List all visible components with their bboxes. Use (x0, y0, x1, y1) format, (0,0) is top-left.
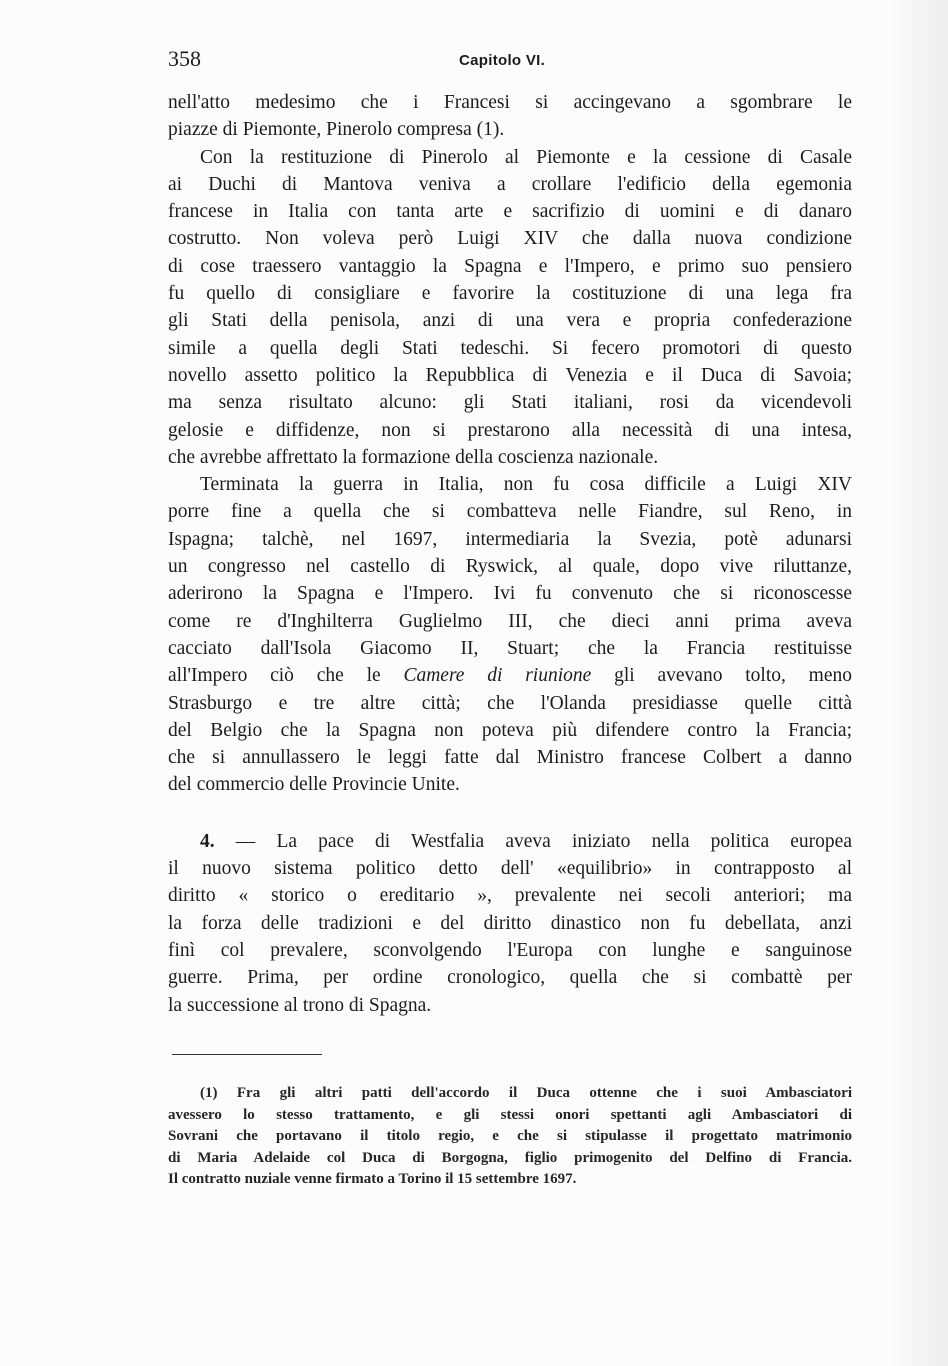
text-line: la successione al trono di Spagna. (168, 994, 432, 1016)
text-line: gli Stati della penisola, anzi di una vera e propria confederazione (168, 310, 852, 332)
text-line: piazze di Piemonte, Pinerolo compresa (1). (168, 119, 505, 141)
running-head: Capitolo VI. (459, 52, 546, 69)
text-line: simile a quella degli Stati tedeschi. Si fecero promotori di questo (168, 337, 852, 359)
footnote-line: di Maria Adelaide col Duca di Borgogna, figlio primogenito del Delfino di Francia. (168, 1149, 852, 1166)
text-line-with-italic (168, 662, 852, 689)
text-line: finì col prevalere, sconvolgendo l'Europa con lunghe e sanguinose (168, 939, 852, 961)
section-spacer (168, 799, 852, 828)
text-line: Con la restituzione di Pinerolo al Piemonte e la cessione di Casale (200, 146, 852, 168)
text-segment: — La pace di Westfalia aveva iniziato nella politica europea (214, 830, 852, 852)
text-line: francese in Italia con tanta arte e sacrifizio di uomini e di danaro (168, 201, 852, 223)
text-line: del commercio delle Provincie Unite. (168, 774, 460, 796)
text-segment: all'Impero ciò che le (168, 665, 404, 687)
text-line: come re d'Inghilterra Guglielmo III, che dieci anni prima aveva (168, 610, 852, 632)
text-line: cacciato dall'Isola Giacomo II, Stuart; che la Francia restituisse (168, 637, 852, 659)
footnote (168, 1083, 852, 1191)
text-line: che si annullassero le leggi fatte dal Ministro francese Colbert a danno (168, 747, 852, 769)
text-line: Terminata la guerra in Italia, non fu cosa difficile a Luigi XIV (200, 474, 852, 496)
text-line: ma senza risultato alcuno: gli Stati italiani, rosi da vicendevoli (168, 392, 852, 414)
italic-term: Camere di riunione (403, 665, 592, 687)
text-line: il nuovo sistema politico detto dell' «equilibrio» in contrapposto al (168, 858, 852, 880)
text-line: novello assetto politico la Repubblica di Venezia e il Duca di Savoia; (168, 364, 852, 386)
text-line: Strasburgo e tre altre città; che l'Olanda presidiasse quelle città (168, 692, 852, 714)
footnote-line: avessero lo stesso trattamento, e gli stessi onori spettanti agli Ambasciatori di (168, 1106, 852, 1123)
page-number: 358 (168, 46, 201, 71)
section-heading-line (168, 828, 852, 855)
section-number: 4. (200, 830, 215, 852)
footnote-line: (1) Fra gli altri patti dell'accordo il Duca ottenne che i suoi Ambasciatori (200, 1085, 852, 1101)
text-line: diritto « storico o ereditario », prevalente nei secoli anteriori; ma (168, 885, 852, 907)
text-line: costrutto. Non voleva però Luigi XIV che dalla nuova condizione (168, 228, 852, 250)
text-line: fu quello di consigliare e favorire la costituzione di una lega fra (168, 283, 852, 305)
text-line: porre fine a quella che si combatteva nelle Fiandre, sul Reno, in (168, 501, 852, 523)
text-line: gelosie e diffidenze, non si prestarono alla necessità di una intesa, (168, 419, 852, 441)
text-line: la forza delle tradizioni e del diritto dinastico non fu debellata, anzi (168, 912, 852, 934)
footnote-line: Sovrani che portavano il titolo regio, e che si stipulasse il progettato matrimonio (168, 1128, 852, 1144)
text-line: Ispagna; talchè, nel 1697, intermediaria la Svezia, potè adunarsi (168, 528, 852, 550)
text-line: del Belgio che la Spagna non poteva più difendere contro la Francia; (168, 719, 852, 741)
main-text (168, 89, 852, 1019)
text-line: che avrebbe affrettato la formazione della coscienza nazionale. (168, 446, 659, 468)
text-line: nell'atto medesimo che i Francesi si accingevano a sgombrare le (168, 92, 852, 113)
text-line: guerre. Prima, per ordine cronologico, quella che si combattè per (168, 967, 852, 989)
text-line: di cose traessero vantaggio la Spagna e l'Impero, e primo suo pensiero (168, 255, 852, 277)
page-header (168, 46, 852, 76)
text-line: un congresso nel castello di Ryswick, al quale, dopo vive riluttanze, (168, 556, 852, 578)
text-line: ai Duchi di Mantova veniva a crollare l'edificio della egemonia (168, 173, 852, 195)
text-line: aderirono la Spagna e l'Impero. Ivi fu convenuto che si riconoscesse (168, 583, 852, 605)
footnote-rule (172, 1054, 322, 1055)
footnote-line: Il contratto nuziale venne firmato a Torino il 15 settembre 1697. (168, 1171, 577, 1187)
text-segment: gli avevano tolto, meno (591, 665, 852, 687)
